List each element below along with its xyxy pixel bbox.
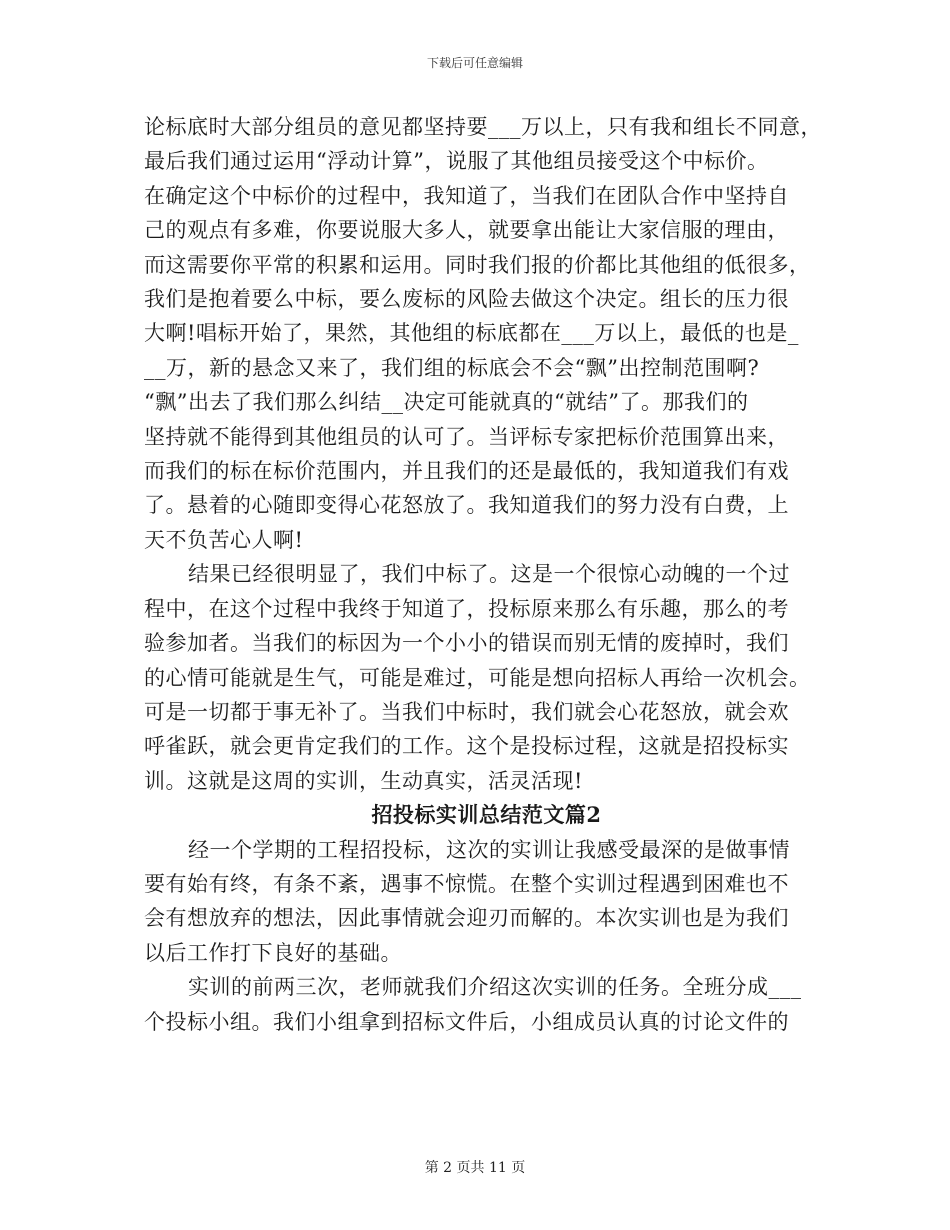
text-line: 个投标小组。我们小组拿到招标文件后，小组成员认真的讨论文件的 <box>144 1009 789 1034</box>
text-line: 而我们的标在标价范围内，并且我们的还是最低的，我知道我们有戏 <box>144 459 789 484</box>
text-line: 验参加者。当我们的标因为一个小小的错误而别无情的废掉时，我们 <box>144 631 789 656</box>
text-line: 实训的前两三次，老师就我们介绍这次实训的任务。全班分成___ <box>188 975 802 1000</box>
text-line: 在确定这个中标价的过程中，我知道了，当我们在团队合作中坚持自 <box>144 183 789 208</box>
text-line: 要有始有终，有条不紊，遇事不惊慌。在整个实训过程遇到困难也不 <box>144 871 789 896</box>
text-line: 最后我们通过运用“浮动计算”，说服了其他组员接受这个中标价。 <box>144 149 769 174</box>
page-header: 下载后可任意编辑 <box>426 56 523 70</box>
text-line: 论标底时大部分组员的意见都坚持要___万以上，只有我和组长不同意， <box>144 115 822 139</box>
text-line: 己的观点有多难，你要说服大多人，就要拿出能让大家信服的理由， <box>144 218 789 243</box>
text-line: 的心情可能就是生气，可能是难过，可能是想向招标人再给一次机会。 <box>144 665 811 690</box>
text-line: “飘”出去了我们那么纠结__决定可能就真的“就结”了。那我们的 <box>144 390 749 415</box>
text-line: 而这需要你平常的积累和运用。同时我们报的价都比其他组的低很多， <box>144 252 811 277</box>
text-line: 天不负苦心人啊! <box>144 527 304 552</box>
text-line: 结果已经很明显了，我们中标了。这是一个很惊心动魄的一个过 <box>188 562 790 587</box>
text-line: 大啊!唱标开始了，果然，其他组的标底都在___万以上，最低的也是_ <box>144 321 799 346</box>
text-line: 呼雀跃，就会更肯定我们的工作。这个是投标过程，这就是招投标实 <box>144 734 789 759</box>
document-body <box>144 110 822 1039</box>
text-line: 会有想放弃的想法，因此事情就会迎刃而解的。本次实训也是为我们 <box>144 906 789 931</box>
text-line: 训。这就是这周的实训，生动真实，活灵活现! <box>144 768 583 793</box>
text-line: 坚持就不能得到其他组员的认可了。当评标专家把标价范围算出来， <box>144 424 789 449</box>
section-heading: 招投标实训总结范文篇2 <box>371 802 602 828</box>
text-line: __万，新的悬念又来了，我们组的标底会不会“飘”出控制范围啊? <box>144 355 760 380</box>
text-line: 可是一切都于事无补了。当我们中标时，我们就会心花怒放，就会欢 <box>144 699 789 724</box>
text-line: 了。悬着的心随即变得心花怒放了。我知道我们的努力没有白费，上 <box>144 493 789 518</box>
page-footer: 第 2 页共 11 页 <box>424 1160 526 1176</box>
text-line: 以后工作打下良好的基础。 <box>144 940 402 965</box>
text-line: 经一个学期的工程招投标，这次的实训让我感受最深的是做事情 <box>188 837 790 862</box>
text-line: 程中，在这个过程中我终于知道了，投标原来那么有乐趣，那么的考 <box>144 596 789 621</box>
text-line: 我们是抱着要么中标，要么废标的风险去做这个决定。组长的压力很 <box>144 287 789 312</box>
